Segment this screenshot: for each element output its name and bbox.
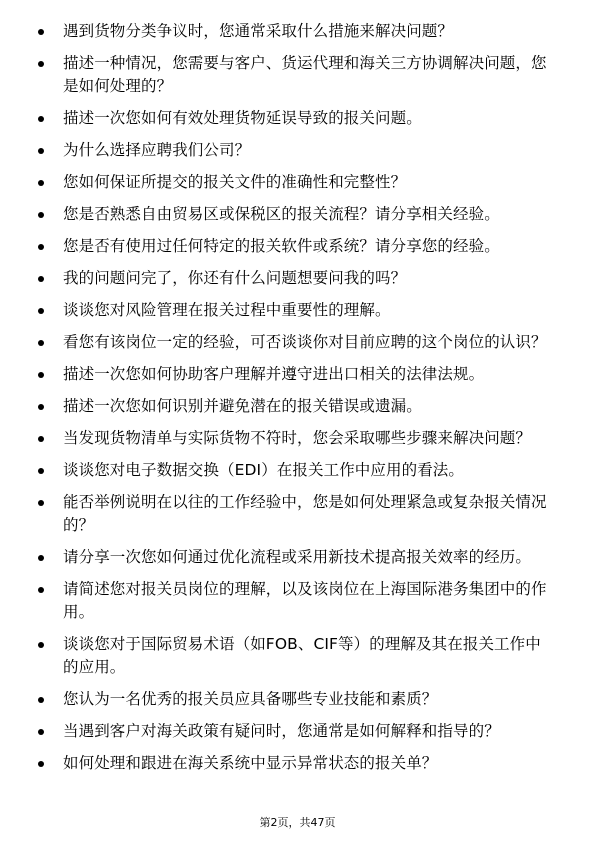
question-item xyxy=(35,139,555,162)
question-text: 描述一种情况，您需要与客户、货运代理和海关三方协调解决问题，您是如何处理的？ xyxy=(63,54,547,95)
bullet-dot-icon xyxy=(38,180,44,186)
bullet-dot-icon xyxy=(38,61,44,67)
question-item xyxy=(35,546,555,569)
question-text: 您是否有使用过任何特定的报关软件或系统？请分享您的经验。 xyxy=(63,237,500,255)
bullet-dot-icon xyxy=(38,642,44,648)
question-text: 描述一次您如何有效处理货物延误导致的报关问题。 xyxy=(63,109,422,127)
bullet-dot-icon xyxy=(38,116,44,122)
bullet-dot-icon xyxy=(38,340,44,346)
bullet-dot-icon xyxy=(38,761,44,767)
question-text: 谈谈您对电子数据交换（EDI）在报关工作中应用的看法。 xyxy=(63,461,465,479)
bullet-dot-icon xyxy=(38,212,44,218)
bullet-dot-icon xyxy=(38,308,44,314)
bullet-dot-icon xyxy=(38,587,44,593)
question-text: 能否举例说明在以往的工作经验中，您是如何处理紧急或复杂报关情况的？ xyxy=(63,493,547,534)
question-text: 为什么选择应聘我们公司？ xyxy=(63,141,251,159)
question-item xyxy=(35,235,555,258)
question-text: 描述一次您如何协助客户理解并遵守进出口相关的法律法规。 xyxy=(63,365,485,383)
bullet-dot-icon xyxy=(38,372,44,378)
question-item xyxy=(35,363,555,386)
bullet-dot-icon xyxy=(38,500,44,506)
question-text: 我的问题问完了，你还有什么问题想要问我的吗？ xyxy=(63,269,407,287)
question-item xyxy=(35,203,555,226)
question-text: 您认为一名优秀的报关员应具备哪些专业技能和素质？ xyxy=(63,690,438,708)
question-list xyxy=(35,20,555,784)
question-item xyxy=(35,171,555,194)
question-text: 您是否熟悉自由贸易区或保税区的报关流程？请分享相关经验。 xyxy=(63,205,500,223)
question-item xyxy=(35,299,555,322)
bullet-dot-icon xyxy=(38,436,44,442)
question-item xyxy=(35,107,555,130)
bullet-dot-icon xyxy=(38,468,44,474)
question-text: 看您有该岗位一定的经验，可否谈谈你对目前应聘的这个岗位的认识？ xyxy=(63,333,547,351)
question-text: 遇到货物分类争议时，您通常采取什么措施来解决问题？ xyxy=(63,22,454,40)
bullet-dot-icon xyxy=(38,29,44,35)
question-item xyxy=(35,720,555,743)
question-item xyxy=(35,459,555,482)
question-text: 描述一次您如何识别并避免潜在的报关错误或遗漏。 xyxy=(63,397,422,415)
question-text: 请分享一次您如何通过优化流程或采用新技术提高报关效率的经历。 xyxy=(63,548,532,566)
question-item xyxy=(35,491,555,537)
page-number: 第2页，共47页 xyxy=(259,816,336,829)
question-item xyxy=(35,752,555,775)
bullet-dot-icon xyxy=(38,555,44,561)
question-item xyxy=(35,331,555,354)
question-item xyxy=(35,578,555,624)
question-item xyxy=(35,395,555,418)
question-item xyxy=(35,427,555,450)
question-text: 当发现货物清单与实际货物不符时，您会采取哪些步骤来解决问题？ xyxy=(63,429,532,447)
question-text: 当遇到客户对海关政策有疑问时，您通常是如何解释和指导的？ xyxy=(63,722,500,740)
bullet-dot-icon xyxy=(38,244,44,250)
question-text: 您如何保证所提交的报关文件的准确性和完整性？ xyxy=(63,173,407,191)
question-item xyxy=(35,20,555,43)
question-text: 如何处理和跟进在海关系统中显示异常状态的报关单？ xyxy=(63,754,438,772)
bullet-dot-icon xyxy=(38,148,44,154)
question-item xyxy=(35,633,555,679)
question-text: 请简述您对报关员岗位的理解，以及该岗位在上海国际港务集团中的作用。 xyxy=(63,580,547,621)
question-item xyxy=(35,267,555,290)
question-item xyxy=(35,52,555,98)
question-text: 谈谈您对于国际贸易术语（如FOB、CIF等）的理解及其在报关工作中的应用。 xyxy=(63,635,541,676)
bullet-dot-icon xyxy=(38,276,44,282)
question-text: 谈谈您对风险管理在报关过程中重要性的理解。 xyxy=(63,301,391,319)
question-item xyxy=(35,688,555,711)
bullet-dot-icon xyxy=(38,729,44,735)
bullet-dot-icon xyxy=(38,697,44,703)
bullet-dot-icon xyxy=(38,404,44,410)
